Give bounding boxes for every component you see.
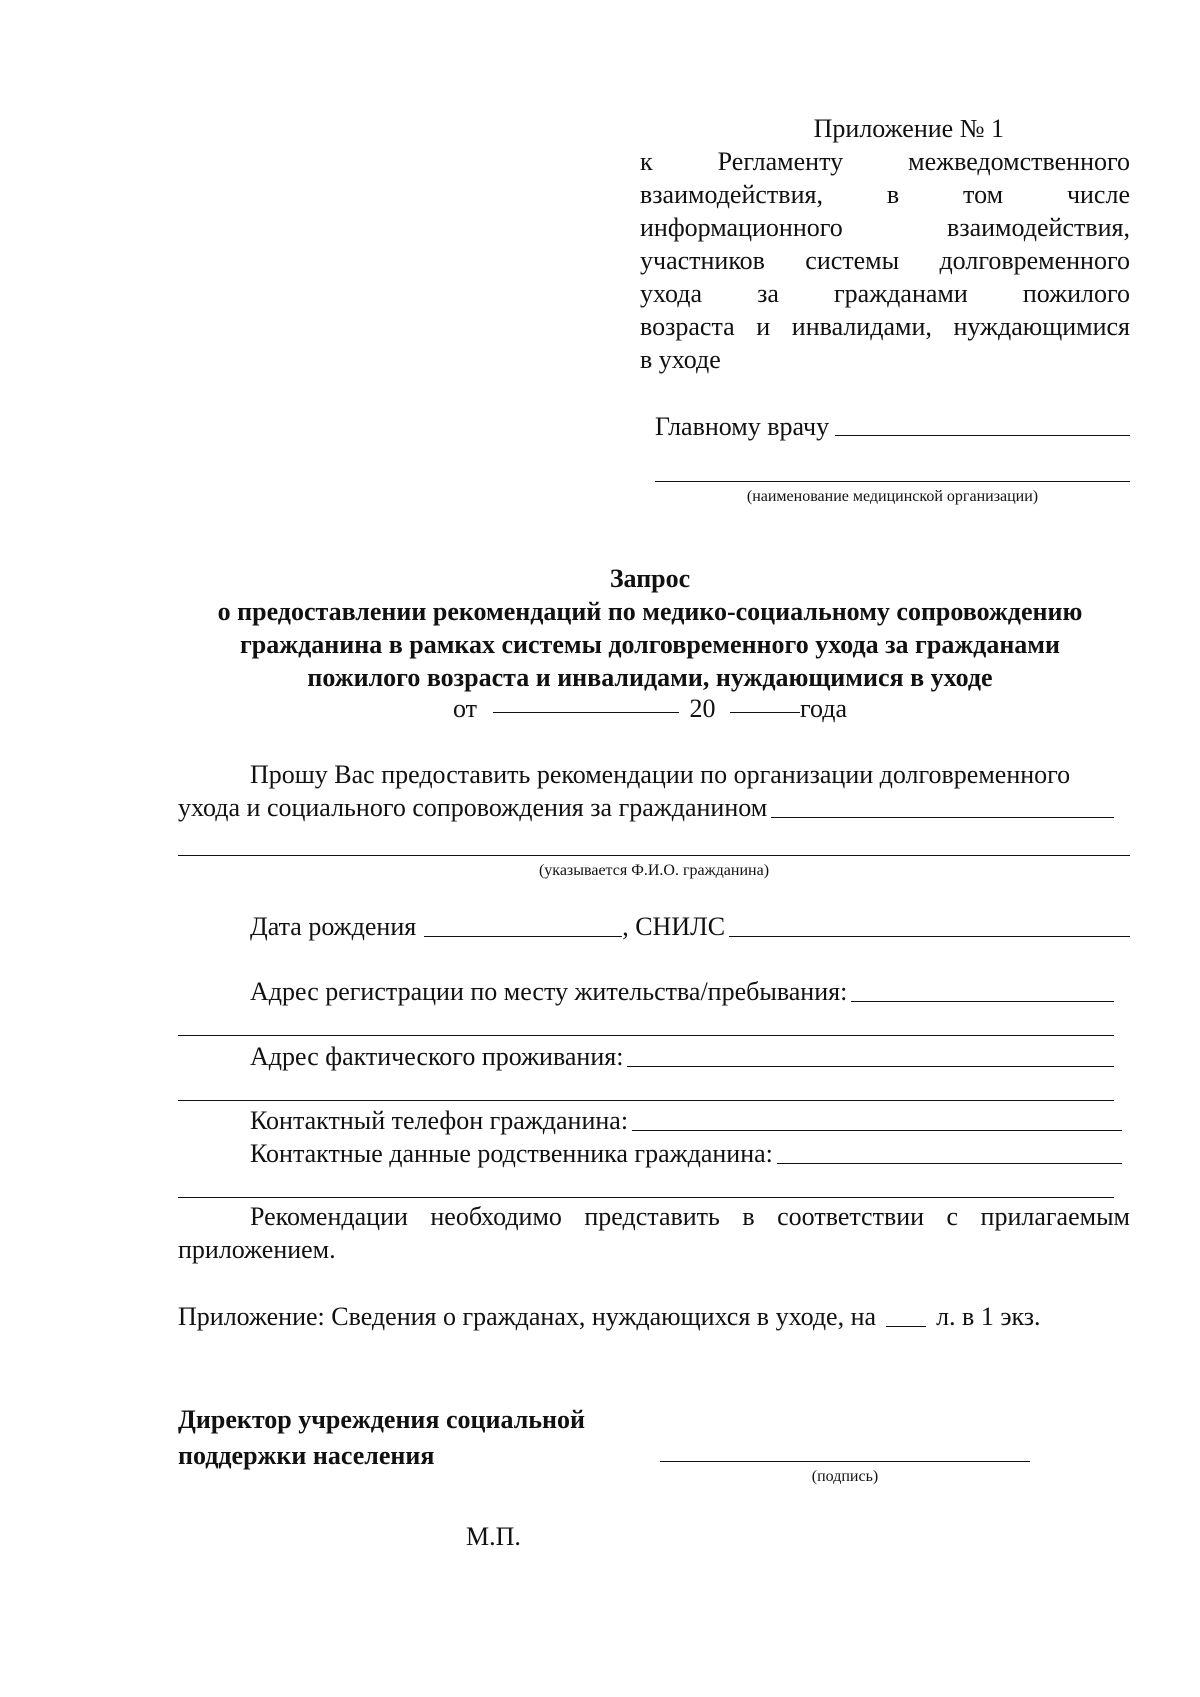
request-line1: Прошу Вас предоставить рекомендации по организации долговременного <box>250 760 1071 789</box>
recommendation-text: Рекомендации необходимо представить в соответствии с прилагаемым приложением. <box>178 1202 1130 1264</box>
snils-blank[interactable] <box>729 935 1130 937</box>
signer-line: поддержки населения <box>178 1441 435 1470</box>
appendix-line: участников системы долговременного <box>640 246 1130 275</box>
signature-caption: (подпись) <box>811 1468 879 1485</box>
attachment-suffix: л. в 1 экз. <box>936 1302 1041 1331</box>
appendix-line: к Регламенту межведомственного <box>640 147 1130 176</box>
registration-address-blank-2[interactable] <box>178 1034 1114 1036</box>
date-row <box>170 694 1130 724</box>
appendix-line: в уходе <box>640 345 721 374</box>
attachment-pages-blank[interactable] <box>886 1325 926 1327</box>
attachment-prefix: Приложение: Сведения о гражданах, нуждающихся в уходе, на <box>178 1302 877 1331</box>
date-from-label: от <box>452 694 477 723</box>
phone-blank[interactable] <box>632 1129 1122 1131</box>
appendix-line: взаимодействия, в том числе <box>640 180 1130 209</box>
relative-blank[interactable] <box>777 1162 1122 1164</box>
relative-label: Контактные данные родственника гражданина: <box>250 1139 773 1168</box>
signer-title <box>178 1402 638 1474</box>
date-year-blank[interactable] <box>730 711 800 713</box>
registration-address-row <box>178 975 1130 1036</box>
signature-blank[interactable] <box>660 1460 1030 1462</box>
addressee-name-blank[interactable] <box>835 434 1130 436</box>
relative-blank-2[interactable] <box>178 1196 1114 1198</box>
registration-address-label: Адрес регистрации по месту жительства/пребывания: <box>250 977 848 1006</box>
citizen-name-blank-2[interactable] <box>178 854 1130 856</box>
appendix-text <box>640 145 1130 376</box>
appendix-line: возраста и инвалидами, нуждающимися <box>640 312 1130 341</box>
actual-address-blank-2[interactable] <box>178 1099 1114 1101</box>
date-year-prefix: 20 <box>689 694 716 723</box>
signature-block <box>660 1440 1030 1486</box>
organization-blank[interactable] <box>655 480 1130 482</box>
birth-date-label: Дата рождения <box>250 912 417 941</box>
date-year-suffix: года <box>799 694 848 723</box>
organization-caption: (наименование медицинской организации) <box>746 488 1039 505</box>
appendix-line: информационного взаимодействия, <box>640 213 1130 242</box>
appendix-number: Приложение № 1 <box>813 114 1004 143</box>
citizen-name-blank[interactable] <box>771 816 1114 818</box>
stamp-mark: М.П. <box>466 1522 521 1551</box>
snils-label: , СНИЛС <box>622 912 726 941</box>
actual-address-blank[interactable] <box>627 1065 1114 1067</box>
title-line: гражданина в рамках системы долговременного ухода за гражданами <box>239 630 1060 659</box>
citizen-caption: (указывается Ф.И.О. гражданина) <box>538 862 770 879</box>
date-day-month-blank[interactable] <box>493 711 679 713</box>
contact-rows <box>178 1104 1130 1198</box>
addressee-label: Главному врачу <box>655 412 830 441</box>
attachment-row <box>178 1300 1130 1333</box>
birth-snils-row <box>178 910 1130 943</box>
request-paragraph <box>178 758 1130 880</box>
title-line: пожилого возраста и инвалидами, нуждающимися в уходе <box>307 663 993 692</box>
appendix-block <box>640 112 1130 376</box>
request-line2: ухода и социального сопровождения за гражданином <box>178 793 768 822</box>
registration-address-blank[interactable] <box>851 1000 1114 1002</box>
title-heading: Запрос <box>609 564 691 593</box>
recommendation-note <box>178 1200 1130 1266</box>
title-line: о предоставлении рекомендаций по медико-социальному сопровождению <box>217 597 1083 626</box>
request-title <box>170 562 1130 694</box>
actual-address-label: Адрес фактического проживания: <box>250 1042 624 1071</box>
appendix-line: ухода за гражданами пожилого <box>640 279 1130 308</box>
signer-line: Директор учреждения социальной <box>178 1405 585 1434</box>
actual-address-row <box>178 1040 1130 1101</box>
phone-label: Контактный телефон гражданина: <box>250 1106 629 1135</box>
addressee-block <box>655 412 1130 506</box>
birth-date-blank[interactable] <box>424 935 622 937</box>
